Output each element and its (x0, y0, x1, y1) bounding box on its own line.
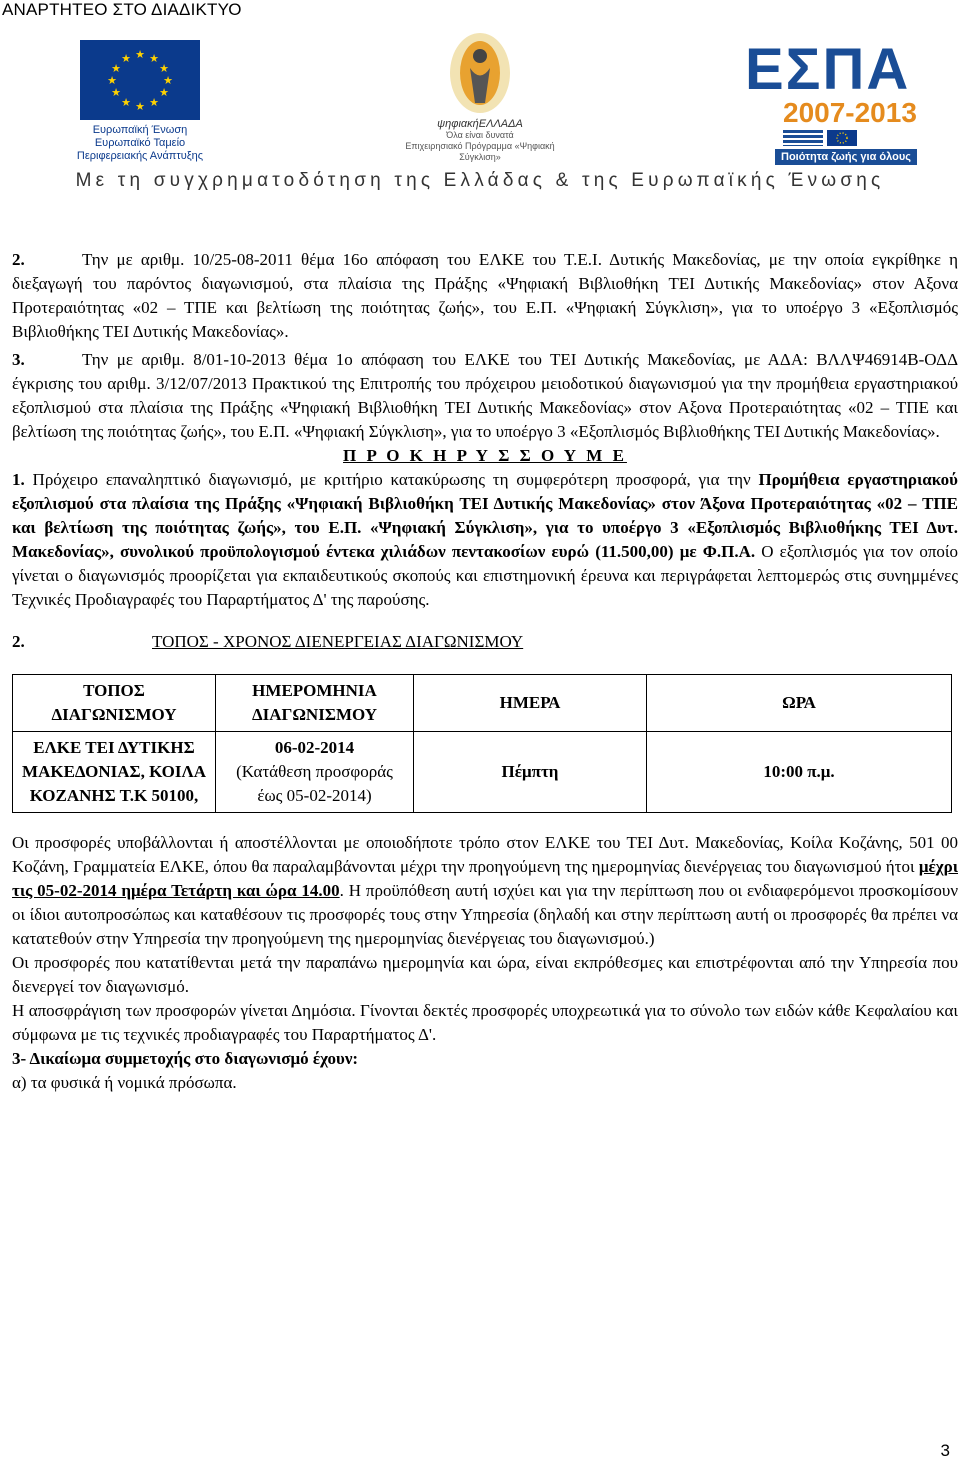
svg-text:★: ★ (135, 100, 145, 113)
item-2 (12, 248, 958, 344)
espa-years: 2007-2013 (783, 97, 917, 128)
paragraph-2 (12, 831, 958, 951)
svg-text:★: ★ (159, 86, 169, 99)
document-body (12, 248, 958, 1095)
svg-text:★: ★ (149, 52, 159, 65)
svg-text:★: ★ (149, 96, 159, 109)
eu-caption (70, 124, 210, 163)
header-logos (0, 28, 960, 168)
digital-greece-logo (395, 28, 565, 163)
proclamation-heading: Π Ρ Ο Κ Η Ρ Υ Σ Σ Ο Υ Μ Ε (343, 446, 627, 465)
item-3 (12, 348, 958, 444)
header-time: ΩΡΑ (647, 675, 952, 732)
item-number: 2. (12, 250, 25, 269)
espa-word: ΕΣΠΑ (745, 37, 911, 102)
deadline-text: μέχρι τις 05-02-2014 ημέρα Τετάρτη και ώρα 14.00 (12, 857, 958, 900)
svg-text:★: ★ (111, 62, 121, 75)
paragraph-3: Οι προσφορές που κατατίθενται μετά την παραπάνω ημερομηνία και ώρα, είναι εκπρόθεσμες και επιστρέφονται από την Υπηρεσία που διενεργεί τον διαγωνισμό. (12, 953, 958, 996)
table-row (13, 675, 952, 732)
paragraph-1 (12, 468, 958, 612)
digital-greece-mark-icon (425, 28, 535, 118)
header-date: ΗΜΕΡΟΜΗΝΙΑ ΔΙΑΓΩΝΙΣΜΟΥ (216, 675, 414, 732)
page-number: 3 (940, 1441, 950, 1460)
date-note: (Κατάθεση προσφοράς έως 05-02-2014) (236, 762, 393, 805)
svg-text:★: ★ (159, 62, 169, 75)
section-3-item-a: α) τα φυσικά ή νομικά πρόσωπα. (12, 1073, 237, 1092)
espa-logo (745, 37, 945, 165)
para-number: 1. (12, 470, 25, 489)
date-value: 06-02-2014 (274, 738, 355, 757)
section-3-heading: 3- Δικαίωμα συμμετοχής στο διαγωνισμό έχουν: (12, 1049, 359, 1068)
eu-small-flag-icon (827, 130, 857, 146)
para-bold-text: Προμήθεια εργαστηριακού εξοπλισμού στα πλαίσια της Πράξης «Ψηφιακή Βιβλιοθήκη ΤΕΙ Δυτικής Μακεδονίας» στον Άξονα Προτεραιότητας «02 – ΤΠΕ και βελτίωση της ποιότητας ζωής», του Ε.Π. «Ψηφιακή Σύγκλιση», για το υποέργο 3 «Εξοπλισμός Βιβλιοθήκης ΤΕΙ Δυτ. Μακεδονίας», συνολικού προϋπολογισμού έντεκα χιλιάδων πεντακοσίων ευρώ (11.500,00) με Φ.Π.Α. (12, 470, 958, 561)
section-number: 2. (12, 632, 25, 651)
cell-date (216, 732, 414, 813)
header-place: ΤΟΠΟΣ ΔΙΑΓΩΝΙΣΜΟΥ (13, 675, 216, 732)
paragraph-4: Η αποσφράγιση των προσφορών γίνεται Δημόσια. Γίνονται δεκτές προσφορές υποχρεωτικά για το σύνολο των ειδών κάθε Κεφαλαίου και σύμφωνα με τις τεχνικές προδιαγραφές του Παραρτήματος Δ'. (12, 1001, 958, 1044)
posting-notice: ΑΝΑΡΤΗΤΕΟ ΣΤΟ ΔΙΑΔΙΚΤΥΟ (2, 0, 242, 19)
para-text: Ο εξοπλισμός για τον οποίο γίνεται ο διαγωνισμός προορίζεται για εκπαιδευτικούς σκοπούς και επιστημονική έρευνα και περιγράφεται λεπτομερώς στις συνημμένες Τεχνικές Προδιαγραφές του Παραρτήματος Δ' της παρούσης. (12, 542, 959, 609)
svg-text:★: ★ (121, 96, 131, 109)
svg-text:★: ★ (111, 86, 121, 99)
eu-caption-line: Περιφερειακής Ανάπτυξης (76, 150, 204, 162)
item-text: Την με αριθμ. 10/25-08-2011 θέμα 16ο απόφαση του ΕΛΚΕ του Τ.Ε.Ι. Δυτικής Μακεδονίας, με την οποία εγκρίθηκε η διεξαγωγή του παρόντος διαγωνισμού, στα πλαίσια της Πράξης «Ψηφιακή Βιβλιοθήκη ΤΕΙ Δυτικής Μακεδονίας» στον Αξονα Προτεραιότητας «02 – ΤΠΕ και βελτίωση της ποιότητας ζωής», του Ε.Π. «Ψηφιακή Σύγκλιση», για το υποέργο 3 «Εξοπλισμός Βιβλιοθήκης ΤΕΙ Δυτικής Μακεδονίας». (12, 250, 958, 341)
svg-text:★: ★ (121, 52, 131, 65)
espa-tagline: Ποιότητα ζωής για όλους (775, 149, 917, 165)
greek-flag-icon (783, 130, 823, 146)
para-text: Πρόχειρο επαναληπτικό διαγωνισμό, με κριτήριο κατακύρωσης τη συμφερότερη προσφορά, για την (24, 470, 759, 489)
svg-text:★: ★ (135, 48, 145, 61)
section-2-heading (12, 630, 958, 654)
eu-caption-line: Ευρωπαϊκή Ένωση (92, 124, 188, 136)
digital-greece-title: ψηφιακήΕΛΛΑΔΑ (437, 118, 523, 130)
cell-day: Πέμπτη (414, 732, 647, 813)
section-title: ΤΟΠΟΣ - ΧΡΟΝΟΣ ΔΙΕΝΕΡΓΕΙΑΣ ΔΙΑΓΩΝΙΣΜΟΥ (152, 632, 524, 651)
eu-flag-icon (80, 40, 200, 120)
svg-text:★: ★ (107, 74, 117, 87)
eu-caption-line: Ευρωπαϊκό Ταμείο (94, 137, 186, 149)
schedule-table (12, 674, 952, 813)
para-text: . Η προϋπόθεση αυτή ισχύει και για την περίπτωση που οι ενδιαφερόμενοι προσκομίσουν οι ίδιοι αυτοπροσώπως και καταθέσουν τις προσφορές τους στην Υπηρεσία (δηλαδή και στην περίπτωση αυτή οι προσφορές θα πρέπει να κατατεθούν στην Υπηρεσία την προηγούμενη της ημερομηνίας διενέργειας του διαγωνισμού.) (12, 881, 958, 948)
header-day: ΗΜΕΡΑ (414, 675, 647, 732)
table-row (13, 732, 952, 813)
item-number: 3. (12, 350, 25, 369)
eu-logo (70, 40, 210, 163)
espa-flags (783, 130, 945, 146)
cell-time: 10:00 π.μ. (647, 732, 952, 813)
svg-text:★: ★ (163, 74, 173, 87)
digital-greece-sub: Επιχειρησιακό Πρόγραμμα «Ψηφιακή Σύγκλιση» (405, 141, 555, 162)
item-text: Την με αριθμ. 8/01-10-2013 θέμα 1ο απόφαση του ΕΛΚΕ του ΤΕΙ Δυτικής Μακεδονίας, με ΑΔΑ: ΒΛΛΨ46914Β-ΟΔΔ έγκρισης του αριθμ. 3/12/07/2013 Πρακτικού της Επιτροπής του πρόχειρου μειοδοτικού διαγωνισμού για την προμήθεια εργαστηριακού εξοπλισμού στα πλαίσια της Πράξης «Ψηφιακή Βιβλιοθήκη ΤΕΙ Δυτικής Μακεδονίας» στον Αξονα Προτεραιότητας «02 – ΤΠΕ και βελτίωση της ποιότητας ζωής», του Ε.Π. «Ψηφιακή Σύγκλιση», για το υποέργο 3 «Εξοπλισμός Βιβλιοθήκης ΤΕΙ Δυτικής Μακεδονίας». (12, 350, 958, 441)
digital-greece-sub: Όλα είναι δυνατά (446, 130, 514, 140)
para-text: Οι προσφορές υποβάλλονται ή αποστέλλονται με οποιοδήποτε τρόπο στον ΕΛΚΕ του ΤΕΙ Δυτ. Μακεδονίας, Κοίλα Κοζάνης, 501 00 Κοζάνη, Γραμματεία ΕΛΚΕ, όπου θα παραλαμβάνονται μέχρι την προηγούμενη της ημερομηνίας διενέργειας του διαγωνισμού ήτοι (12, 833, 958, 876)
cofunding-line: Με τη συγχρηματοδότηση της Ελλάδας & της Ευρωπαϊκής Ένωσης (75, 170, 885, 191)
cell-place: ΕΛΚΕ ΤΕΙ ΔΥΤΙΚΗΣ ΜΑΚΕΔΟΝΙΑΣ, ΚΟΙΛΑ ΚΟΖΑΝΗΣ Τ.Κ 50100, (13, 732, 216, 813)
